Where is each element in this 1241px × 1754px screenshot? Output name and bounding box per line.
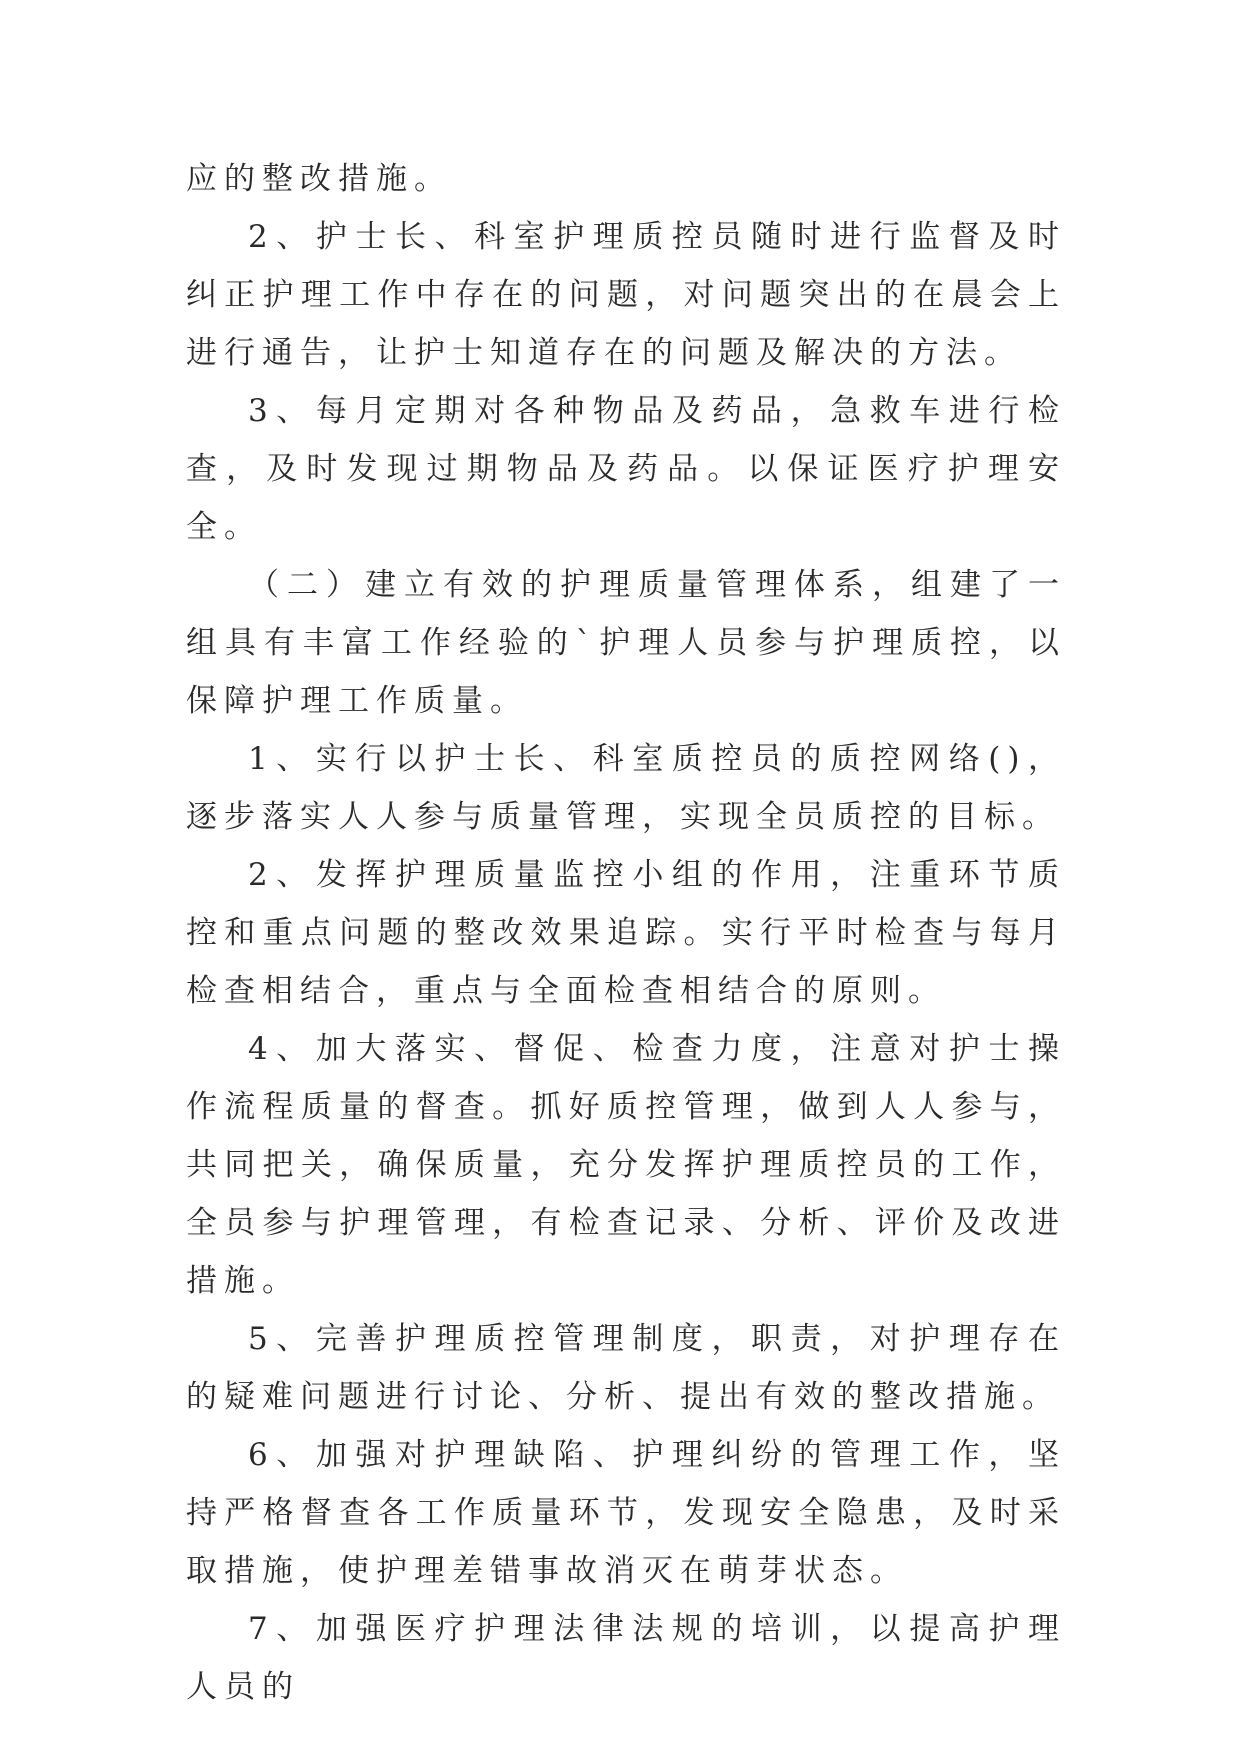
paragraph-section-2-heading: （二）建立有效的护理质量管理体系，组建了一组具有丰富工作经验的`护理人员参与护理质控，以保障护理工作质量。 bbox=[186, 567, 1066, 719]
paragraph-continuation: 应的整改措施。 bbox=[186, 161, 452, 197]
paragraph-item-2-supervision: 2、护士长、科室护理质控员随时进行监督及时纠正护理工作中存在的问题，对问题突出的在晨会上进行通告，让护士知道存在的问题及解决的方法。 bbox=[186, 219, 1066, 371]
paragraph-item-5-system: 5、完善护理质控管理制度，职责，对护理存在的疑难问题进行讨论、分析、提出有效的整改措施。 bbox=[186, 1321, 1066, 1415]
paragraph-item-7-training: 7、加强医疗护理法律法规的培训，以提高护理人员的 bbox=[186, 1611, 1066, 1705]
paragraph-item-4-implementation: 4、加大落实、督促、检查力度，注意对护士操作流程质量的督查。抓好质控管理，做到人人参与，共同把关，确保质量，充分发挥护理质控员的工作，全员参与护理管理，有检查记录、分析、评价及改进措施。 bbox=[186, 1031, 1066, 1299]
paragraph-item-2-monitoring-group: 2、发挥护理质量监控小组的作用，注重环节质控和重点问题的整改效果追踪。实行平时检查与每月检查相结合，重点与全面检查相结合的原则。 bbox=[186, 857, 1066, 1009]
paragraph-item-6-defects: 6、加强对护理缺陷、护理纠纷的管理工作，坚持严格督查各工作质量环节，发现安全隐患，及时采取措施，使护理差错事故消灭在萌芽状态。 bbox=[186, 1437, 1066, 1589]
paragraph-item-1-qc-network: 1、实行以护士长、科室质控员的质控网络()，逐步落实人人参与质量管理，实现全员质控的目标。 bbox=[186, 741, 1066, 835]
paragraph-item-3-monthly-check: 3、每月定期对各种物品及药品，急救车进行检查，及时发现过期物品及药品。以保证医疗护理安全。 bbox=[186, 393, 1066, 545]
document-body bbox=[186, 150, 1066, 1716]
